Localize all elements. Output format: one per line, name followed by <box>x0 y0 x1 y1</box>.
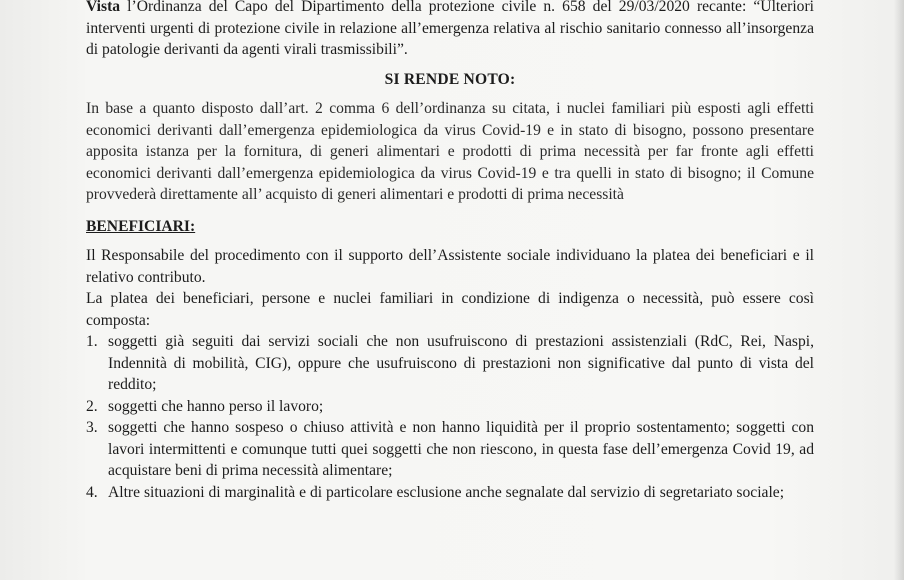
list-item-text: Altre situazioni di marginalità e di particolare esclusione anche segnalate dal servizio di segretariato sociale; <box>108 483 785 501</box>
beneficiari-paragraph-2: La platea dei beneficiari, persone e nuclei familiari in condizione di indigenza o necessità, può essere così composta: <box>86 290 814 329</box>
list-item-number: 1. <box>86 333 98 350</box>
list-item-text: soggetti già seguiti dai servizi sociali che non usufruiscono di prestazioni assistenziali (RdC, Rei, Naspi, Indennità di mobilità, CIG), oppure che usufruiscono di prestazioni non significative dal punto di vista del reddito; <box>108 333 814 393</box>
heading-si-rende-noto: SI RENDE NOTO: <box>384 70 516 88</box>
list-item-text: soggetti che hanno perso il lavoro; <box>108 397 324 415</box>
list-item-number: 3. <box>86 419 98 436</box>
document-body <box>86 0 814 503</box>
notice-paragraph: In base a quanto disposto dall’art. 2 comma 6 dell’ordinanza su citata, i nuclei familiari più esposti agli effetti economici derivanti dall’emergenza epidemiologica da virus Covid-19 e in stato di bisogno, possono presentare apposita istanza per la fornitura, di generi alimentari e prodotti di prima necessità per far fronte agli effetti economici derivanti dall’emergenza epidemiologica da virus Covid-19 e tra quelli in stato di bisogno; il Comune provvederà direttamente all’ acquisto di generi alimentari e prodotti di prima necessità <box>86 100 814 203</box>
beneficiari-list <box>86 331 814 503</box>
intro-text: l’Ordinanza del Capo del Dipartimento della protezione civile n. 658 del 29/03/2020 recante: “Ulteriori interventi urgenti di protezione civile in relazione all’emergenza relativa al rischio sanitario connesso all’insorgenza di patologie derivanti da agenti virali trasmissibili”. <box>86 0 814 58</box>
page-edge-shadow <box>894 0 904 580</box>
list-item-number: 2. <box>86 397 98 415</box>
list-item <box>86 417 814 482</box>
list-item <box>86 396 814 418</box>
heading-beneficiari: BENEFICIARI: <box>86 217 196 235</box>
list-item-number: 4. <box>86 483 98 501</box>
intro-bold-word: Vista <box>86 0 121 15</box>
beneficiari-paragraph-1: Il Responsabile del procedimento con il supporto dell’Assistente sociale individuano la platea dei beneficiari e il relativo contributo. <box>86 247 814 286</box>
list-item <box>86 482 814 504</box>
list-item <box>86 331 814 396</box>
list-item-text: soggetti che hanno sospeso o chiuso attività e non hanno liquidità per il proprio sostentamento; soggetti con lavori intermittenti e comunque tutti quei soggetti che non riescono, in questa fase dell’emergenza Covid 19, ad acquistare beni di prima necessità alimentare; <box>108 419 814 479</box>
intro-paragraph <box>86 0 814 61</box>
